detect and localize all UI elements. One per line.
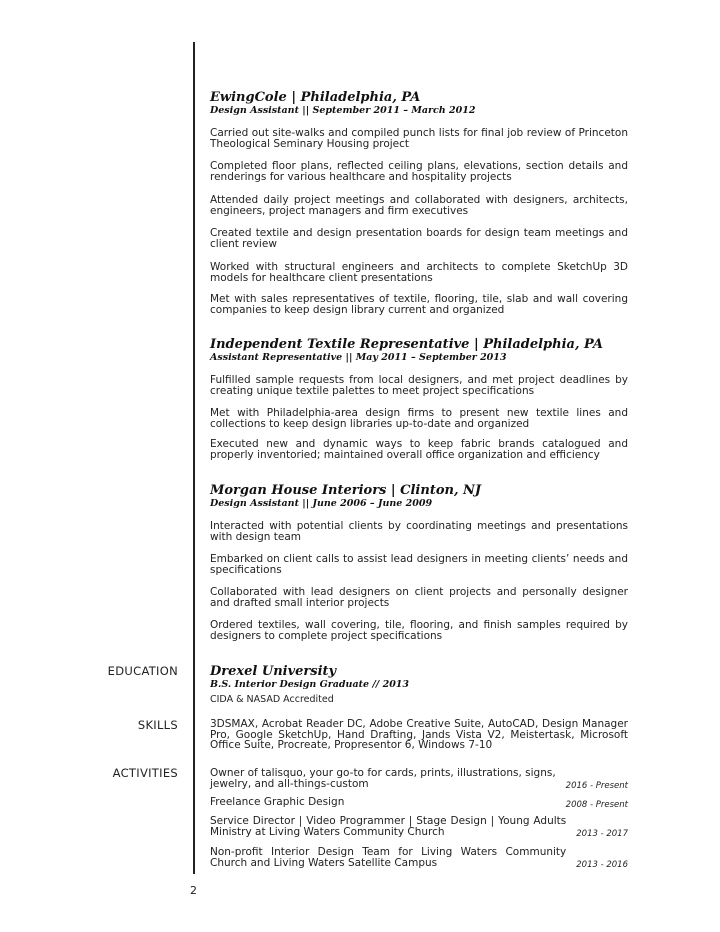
- job-title: Independent Textile Representative | Philadelphia, PA: [210, 337, 603, 352]
- job-entry-ewingcole: [210, 90, 628, 116]
- section-label-education: EDUCATION: [107, 664, 178, 678]
- job-bullet: Met with Philadelphia-area design firms to present new textile lines and collections to keep design libraries up-to-date and organized: [210, 407, 628, 430]
- job-bullet: Attended daily project meetings and collaborated with designers, architects, engineers, project managers and firm executives: [210, 194, 628, 217]
- activity-item: [210, 847, 628, 868]
- job-title: EwingCole | Philadelphia, PA: [210, 90, 421, 105]
- activity-text: Service Director | Video Programmer | Stage Design | Young Adults Ministry at Living Waters Community Church: [210, 815, 567, 838]
- job-bullet: Fulfilled sample requests from local designers, and met project deadlines by creating unique textile palettes to meet project specifications: [210, 374, 628, 397]
- job-bullet: Embarked on client calls to assist lead designers in meeting clients’ needs and specifications: [210, 553, 628, 576]
- activity-item: [210, 768, 628, 789]
- job-subtitle: Design Assistant || September 2011 – March 2012: [210, 105, 476, 116]
- education-entry: [210, 664, 628, 705]
- activity-date: 2013 - 2017: [576, 829, 628, 839]
- activity-date: 2013 - 2016: [576, 860, 628, 870]
- job-bullet: Executed new and dynamic ways to keep fabric brands catalogued and properly inventoried; maintained overall office organization and efficiency: [210, 438, 628, 461]
- activity-date: 2016 - Present: [565, 781, 628, 791]
- job-subtitle: Assistant Representative || May 2011 – September 2013: [210, 352, 507, 363]
- skills-list: 3DSMAX, Acrobat Reader DC, Adobe Creative Suite, AutoCAD, Design Manager Pro, Google SketchUp, Hand Drafting, Jands Vista V2, Meistertask, Microsoft Office Suite, Procreate, Propresentor 6, Windows 7-10: [210, 718, 628, 751]
- activity-date: 2008 - Present: [565, 799, 628, 810]
- job-bullet: Completed floor plans, reflected ceiling plans, elevations, section details and renderings for various healthcare and hospitality projects: [210, 160, 628, 183]
- job-bullet: Ordered textiles, wall covering, tile, flooring, and finish samples required by designers to complete project specifications: [210, 619, 628, 642]
- activity-item: [210, 816, 628, 837]
- activity-item: [210, 797, 628, 808]
- job-bullet: Worked with structural engineers and architects to complete SketchUp 3D models for healthcare client presentations: [210, 261, 628, 284]
- job-entry-morgan-house: [210, 483, 628, 509]
- job-title: Morgan House Interiors | Clinton, NJ: [210, 483, 482, 498]
- degree: B.S. Interior Design Graduate // 2013: [210, 679, 410, 690]
- job-bullet: Interacted with potential clients by coordinating meetings and presentations with design team: [210, 520, 628, 543]
- job-bullet: Carried out site-walks and compiled punch lists for final job review of Princeton Theological Seminary Housing project: [210, 127, 628, 150]
- page-number: 2: [190, 884, 197, 897]
- accreditation-note: CIDA & NASAD Accredited: [210, 694, 334, 705]
- activity-text: Owner of talisquo, your go-to for cards, prints, illustrations, signs, jewelry, and all-things-custom: [210, 767, 556, 790]
- section-label-skills: SKILLS: [137, 718, 178, 732]
- job-bullet: Created textile and design presentation boards for design team meetings and client review: [210, 227, 628, 250]
- job-entry-textile: [210, 337, 628, 363]
- job-bullet: Met with sales representatives of textile, flooring, tile, slab and wall covering companies to keep design library current and organized: [210, 293, 628, 316]
- vertical-divider-line: [193, 42, 195, 874]
- activity-text: Freelance Graphic Design: [210, 796, 345, 808]
- section-label-activities: ACTIVITIES: [112, 766, 178, 780]
- activity-text: Non-profit Interior Design Team for Living Waters Community Church and Living Waters Satellite Campus: [210, 846, 567, 869]
- job-bullet: Collaborated with lead designers on client projects and personally designer and drafted small interior projects: [210, 586, 628, 609]
- school-name: Drexel University: [210, 664, 337, 679]
- job-subtitle: Design Assistant || June 2006 – June 2009: [210, 498, 433, 509]
